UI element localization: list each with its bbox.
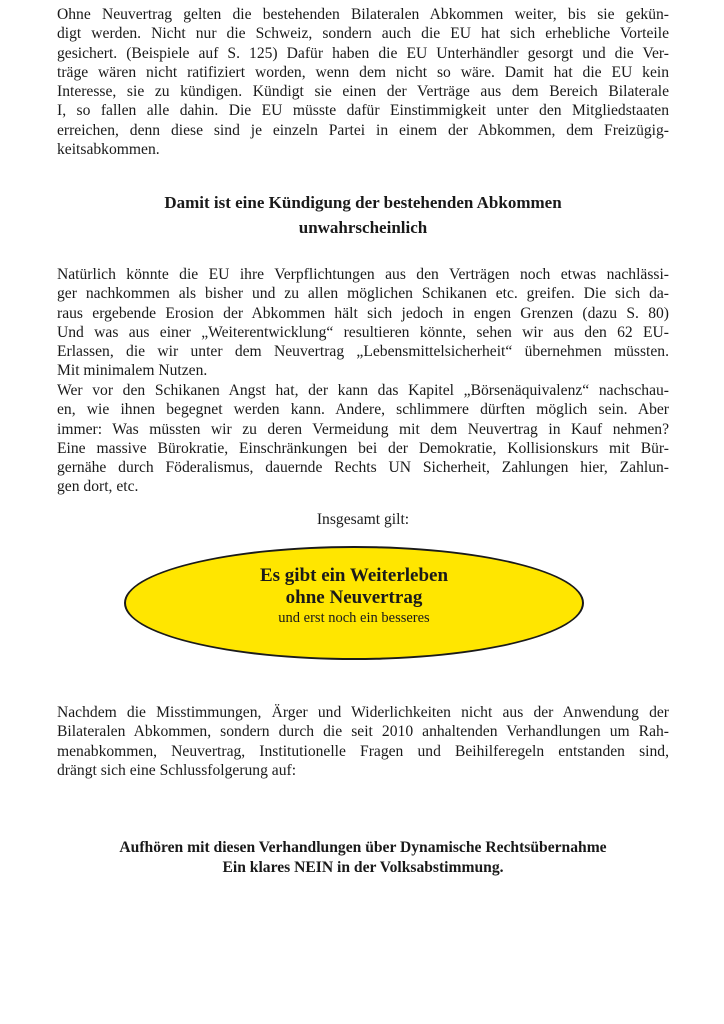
text-line: Und was aus einer „Weiterentwicklung“ resultieren könnte, sehen wir aus den 62 EU- bbox=[57, 323, 669, 341]
conclusion-line: Aufhören mit diesen Verhandlungen über Dynamische Rechtsübernahme bbox=[119, 839, 607, 856]
heading-line: unwahrscheinlich bbox=[298, 218, 428, 237]
conclusion-line: Ein klares NEIN in der Volksabstimmung. bbox=[222, 859, 504, 876]
text-line: keitsabkommen. bbox=[57, 141, 160, 159]
text-line: menabkommen, Neuvertrag, Institutionelle Fragen und Beihilferegeln entstanden sind, bbox=[57, 742, 669, 760]
text-line: gesichert. (Beispiele auf S. 125) Dafür haben die EU Unterhändler gesorgt und die Ver- bbox=[57, 44, 669, 62]
section-heading bbox=[57, 190, 669, 240]
conclusion bbox=[57, 838, 669, 878]
text-line: ger nachkommen als bisher und zu allen möglichen Schikanen etc. greifen. Die sich da- bbox=[57, 285, 669, 303]
callout-line: ohne Neuvertrag bbox=[285, 587, 423, 608]
text-line: Mit minimalem Nutzen. bbox=[57, 362, 208, 380]
text-line: gernähe durch Föderalismus, dauernde Rechts UN Sicherheit, Zahlungen hier, Zahlun- bbox=[57, 459, 669, 477]
text-line: Wer vor den Schikanen Angst hat, der kann das Kapitel „Börsenäquivalenz“ nachschau- bbox=[57, 382, 669, 399]
callout-text bbox=[124, 565, 584, 627]
text-line: I, so fallen alle dahin. Die EU müsste dafür Einstimmigkeit unter den Mitgliedstaaten bbox=[57, 102, 669, 120]
text-line: digt werden. Nicht nur die Schweiz, sondern auch die EU hat sich erhebliche Vorteile bbox=[57, 25, 669, 43]
text-line: Natürlich könnte die EU ihre Verpflichtungen aus den Verträgen noch etwas nachlässi- bbox=[57, 266, 669, 283]
callout-subline: und erst noch ein besseres bbox=[278, 610, 430, 626]
paragraph-bilateral-agreements bbox=[57, 5, 669, 159]
text-line: Interesse, sie zu kündigen. Kündigt sie einen der Verträge aus dem Bereich Bilaterale bbox=[57, 83, 669, 101]
text-line: Ohne Neuvertrag gelten die bestehenden Bilateralen Abkommen weiter, bis sie gekün- bbox=[57, 6, 669, 23]
paragraph-eu-obligations bbox=[57, 265, 669, 381]
text-line: Eine massive Bürokratie, Einschränkungen bei der Demokratie, Kollisionskurs mit Bür- bbox=[57, 439, 669, 457]
text-line: Bilateralen Abkommen, sondern durch die seit 2010 anhaltenden Verhandlungen um Rah- bbox=[57, 723, 669, 741]
text-line: Nachdem die Misstimmungen, Ärger und Widerlichkeiten nicht aus der Anwendung der bbox=[57, 704, 669, 721]
summary-intro: Insgesamt gilt: bbox=[316, 511, 410, 528]
text-line: raus ergebende Erosion der Abkommen hält sich jedoch in engen Grenzen (dazu S. 80) bbox=[57, 304, 669, 322]
paragraph-chicanery bbox=[57, 381, 669, 497]
text-line: Erlassen, die wir unter dem Neuvertrag „Lebensmittelsicherheit“ übernehmen müssten. bbox=[57, 343, 669, 361]
text-line: erreichen, denn diese sind je einzeln Partei in einem der Abkommen, dem Freizügig- bbox=[57, 121, 669, 139]
text-line: träge wären nicht ratifiziert worden, wenn dem nicht so wäre. Damit hat die EU kein bbox=[57, 63, 669, 81]
heading-line: Damit ist eine Kündigung der bestehenden Abkommen bbox=[164, 193, 562, 212]
text-line: gen dort, etc. bbox=[57, 478, 139, 496]
text-line: en, wie ihnen begegnet werden kann. Andere, schlimmere dürften möglich sein. Aber bbox=[57, 401, 669, 419]
callout-line: Es gibt ein Weiterleben bbox=[259, 565, 449, 586]
paragraph-conclusion-lead bbox=[57, 703, 669, 780]
text-line: immer: Was müssten wir zu deren Vermeidung mit dem Neuvertrag in Kauf nehmen? bbox=[57, 420, 669, 438]
text-line: drängt sich eine Schlussfolgerung auf: bbox=[57, 761, 297, 779]
